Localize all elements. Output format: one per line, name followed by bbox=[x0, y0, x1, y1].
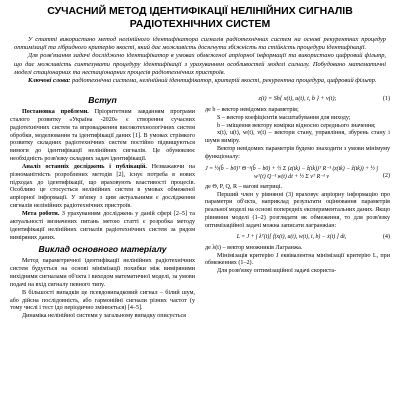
equation-number: (1) bbox=[382, 96, 390, 102]
abstract-paragraph: У статті використано метод нелінійного ідентифікатора сигналів радіотехнічних систем на основі рекурентних процедур оптимізації та гібридного критерію якості, який дає можливість досягнути збіжність та стійкість процедури ідентифікації. bbox=[14, 36, 386, 52]
equation-number: (2) bbox=[382, 172, 390, 179]
body-paragraph: Метод параметричної ідентифікації нелінійних радіотехнічних систем будується на основі мінімізації похибки між виміряними вихідними сигналами об'єкта і виходом математичної моделі, за умови подачі на вхід сигналу певного типу. bbox=[10, 258, 195, 288]
body-paragraph: де λ(t) – вектор множників Лагранжа. bbox=[205, 244, 303, 251]
paragraph-lead: Постановка проблеми. bbox=[22, 109, 89, 115]
paragraph-text: Незважаючи на різноманітність розроблених методів [2], існує потреба в нових підходах до ідентифікації, що враховують властивості процесів. Особливо це стосується нелінійних систем в умовах обмеженої апріорної інформації. У зв'язку з цим актуальними є дослідження сигналів нелінійних радіотехнічних пристроїв. bbox=[10, 163, 196, 210]
equation-2 bbox=[205, 165, 390, 181]
body-paragraph: Для розв'язку оптимізаційної задачі скориста- bbox=[217, 268, 337, 275]
equation-number: (4) bbox=[382, 233, 390, 240]
abstract-paragraph: Для розв'язання задачі досліджено ідентифікатор в умовах обмеженої апріорної інформації та використано цифровий фільтр, що дає можливість синтезувати процедуру ідентифікації з урахуванням особливостей моделі сигналу. Побудовано математичні моделі стаціонарних та нестаціонарних процесів радіотехнічних пристроїв. bbox=[14, 52, 386, 76]
equation-body: L = J + ∫ λᵀ(t)[ f(x(t), u(t), w(t), t, b) − ẋ(t) ] dt, bbox=[236, 233, 347, 240]
body-paragraph: b – зміщення вектору комірки відносно середнього значення; bbox=[217, 122, 376, 129]
body-paragraph: Динаміка нелінійної системи у загальному випадку описується bbox=[22, 313, 186, 320]
equation-1 bbox=[205, 96, 390, 104]
body-paragraph: Перший член у рівнянні (3) враховує апріорну інформацію про параметри об'єкта, наприклад результати оцінювання параметрів реальної моделі на основі попередніх експериментальних даних. Якщо рівняння моделі (1–2) розглядати як обмеження, то для розв'язку оптимізаційної задачі можна записати лагранжіан: bbox=[205, 191, 390, 229]
body-paragraph: x(t), u(t), w(t), v(t) – вектори стану, управління, збурень стану і шуми виміру. bbox=[205, 130, 390, 145]
left-column bbox=[10, 93, 195, 321]
body-paragraph: Вектор невідомих параметрів будемо знаходити з умови мінімуму функціоналу: bbox=[205, 146, 390, 160]
paragraph-text: З урахуванням досліджень у даній сфері [2–5] та актуальності визначених питань метою статті є розробка методу ідентифікації нелінійних сигналів радіотехнічних систем за рядом виміряних даних. bbox=[10, 210, 195, 241]
body-paragraph bbox=[10, 164, 195, 211]
paragraph-lead: Мета роботи. bbox=[22, 210, 60, 217]
body-paragraph bbox=[10, 109, 195, 164]
right-column bbox=[205, 93, 390, 276]
body-paragraph: де Θ, P, Q, R – вагові матриці. bbox=[205, 183, 283, 190]
section-heading-intro: Вступ bbox=[88, 95, 117, 105]
body-paragraph: В більшості випадків це псевдовипадковий сигнал – білий шум, або дійсна послідовність, або гармонійні сигнали різних частот (у тому числі і тест ідо періодично змінюється) [4–5]. bbox=[10, 289, 195, 312]
equation-body: J = ½(b̂ − b0)ᵀ Θ⁻¹(b̂ − b0) + ½ Σ (z(tk) − ẑ(tk))ᵀ R⁻¹ (z(tk) − ẑ(tk)) + ½ ∫ wᵀ(t) Q⁻¹ w(t) dt + ½ Σ vᵀ R⁻¹ v bbox=[205, 165, 378, 180]
keywords bbox=[14, 77, 386, 85]
keywords-label: Ключові слова: bbox=[28, 77, 71, 85]
equation-3 bbox=[205, 234, 390, 242]
equation-body: z(t) = Sh{ x(t), u(t), t, b } + v(t); bbox=[258, 96, 337, 102]
body-paragraph: Мінімізація критерію J еквівалентна мінімізації критерію L, при обмеженнях (1–2). bbox=[205, 252, 390, 267]
body-paragraph: S – вектор коефіцієнтів масштабування для виходу; bbox=[217, 114, 351, 121]
paragraph-lead: Аналіз останніх досліджень і публікацій. bbox=[22, 163, 147, 170]
abstract bbox=[14, 36, 386, 85]
paragraph-text: Пріоритетним завданням програми сталого розвитку «Україна -2020» є створення сучасних радіотехнічних систем та впровадження високотехнологічних систем обробки, моделювання та ідентифікації даних [1]. В умовах стрімкого розвитку складних радіотехнічних систем постійно підвищуються вимоги до ідентифікації нелінійних сигналів. Це обумовлює необхідність розв'язку складних задач ідентифікації. bbox=[10, 109, 195, 163]
keywords-text: радіотехнічна система, нелінійний ідентифікатор, критерій якості, рекурентна процедура, цифровий фільтр. bbox=[72, 77, 377, 85]
section-heading-main: Виклад основного матеріалу bbox=[38, 244, 167, 255]
body-paragraph bbox=[10, 211, 195, 242]
body-paragraph: де b – вектор невідомих параметрів; bbox=[205, 106, 299, 113]
paper-title: СУЧАСНИЙ МЕТОД ІДЕНТИФІКАЦІЇ НЕЛІНІЙНИХ СИГНАЛІВ РАДІОТЕХНІЧНИХ СИСТЕМ bbox=[47, 5, 353, 30]
